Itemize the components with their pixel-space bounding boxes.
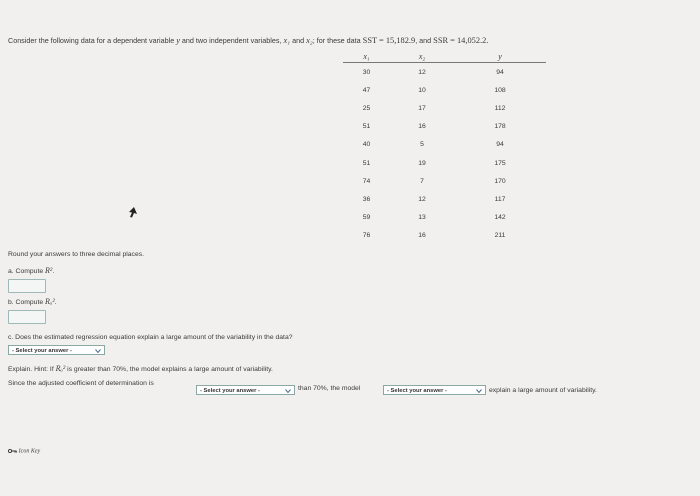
chevron-down-icon [94, 346, 102, 356]
cell-x1: 36 [362, 195, 371, 203]
question-b-label: b. Compute Rₐ². [8, 297, 57, 306]
table-row [343, 172, 546, 190]
problem-statement: Consider the following data for a dependent variable y and two independent variables, x₁ and x₂; for these data SST = 15,182.9, and SSR = 14,052.2. [8, 36, 489, 45]
cell-y: 112 [494, 104, 506, 112]
mouse-cursor-icon [126, 206, 140, 220]
table-row [343, 227, 546, 245]
question-c-label: c. Does the estimated regression equation explain a large amount of the variability in the data? [8, 334, 293, 341]
cell-x1: 76 [362, 232, 371, 240]
hint-text: Explain. Hint: If Rₐ² is greater than 70%, the model explains a large amount of variability. [8, 364, 273, 373]
cell-x1: 74 [362, 177, 371, 185]
cell-x2: 12 [418, 68, 426, 76]
cell-x2: 5 [420, 141, 424, 149]
cell-x2: 7 [420, 177, 424, 185]
cell-y: 211 [494, 232, 506, 240]
cell-x2: 16 [418, 232, 426, 240]
table-row [343, 136, 546, 154]
cell-y: 94 [496, 141, 504, 149]
cell-x1: 30 [362, 68, 371, 76]
cell-x1: 51 [362, 123, 371, 131]
data-table [343, 51, 546, 245]
since-prefix: Since the adjusted coefficient of determination is [8, 380, 154, 387]
cell-x2: 16 [418, 123, 426, 131]
cell-y: 94 [496, 68, 504, 76]
cell-x2: 13 [418, 214, 426, 222]
table-row [343, 154, 546, 172]
header-x2: x₂ [390, 51, 454, 63]
since-middle: than 70%, the model [298, 385, 361, 392]
since-suffix: explain a large amount of variability. [489, 387, 597, 394]
cell-x2: 17 [418, 104, 426, 112]
cell-x2: 19 [418, 159, 426, 167]
cell-y: 108 [494, 86, 506, 94]
key-icon [8, 448, 17, 454]
cell-x2: 12 [418, 195, 426, 203]
cell-y: 117 [494, 195, 506, 203]
header-x1: x₁ [343, 51, 390, 63]
cell-y: 170 [494, 177, 506, 185]
icon-key-link[interactable] [8, 448, 40, 455]
question-c-select[interactable]: - Select your answer - [8, 345, 105, 355]
cell-x1: 25 [362, 104, 371, 112]
table-header-row [343, 51, 546, 63]
comparison-select[interactable]: - Select your answer - [196, 385, 295, 395]
cell-y: 178 [494, 123, 506, 131]
header-y: y [454, 51, 546, 63]
answer-a-input[interactable] [8, 279, 46, 293]
cell-x1: 47 [362, 86, 371, 94]
icon-key-label: Icon Key [18, 448, 41, 455]
cell-x2: 10 [418, 86, 426, 94]
table-row [343, 81, 546, 99]
cell-y: 142 [494, 214, 506, 222]
question-a-label: a. Compute R². [8, 266, 55, 275]
table-row [343, 63, 546, 82]
cell-x1: 59 [362, 214, 371, 222]
table-row [343, 209, 546, 227]
cell-x1: 51 [362, 159, 371, 167]
answer-b-input[interactable] [8, 310, 46, 324]
table-row [343, 190, 546, 208]
round-note: Round your answers to three decimal places. [8, 251, 145, 258]
chevron-down-icon [284, 386, 292, 396]
table-row [343, 99, 546, 117]
cell-x1: 40 [362, 141, 371, 149]
cell-y: 175 [494, 159, 506, 167]
chevron-down-icon [475, 386, 483, 396]
model-explains-select[interactable]: - Select your answer - [383, 385, 486, 395]
table-row [343, 118, 546, 136]
